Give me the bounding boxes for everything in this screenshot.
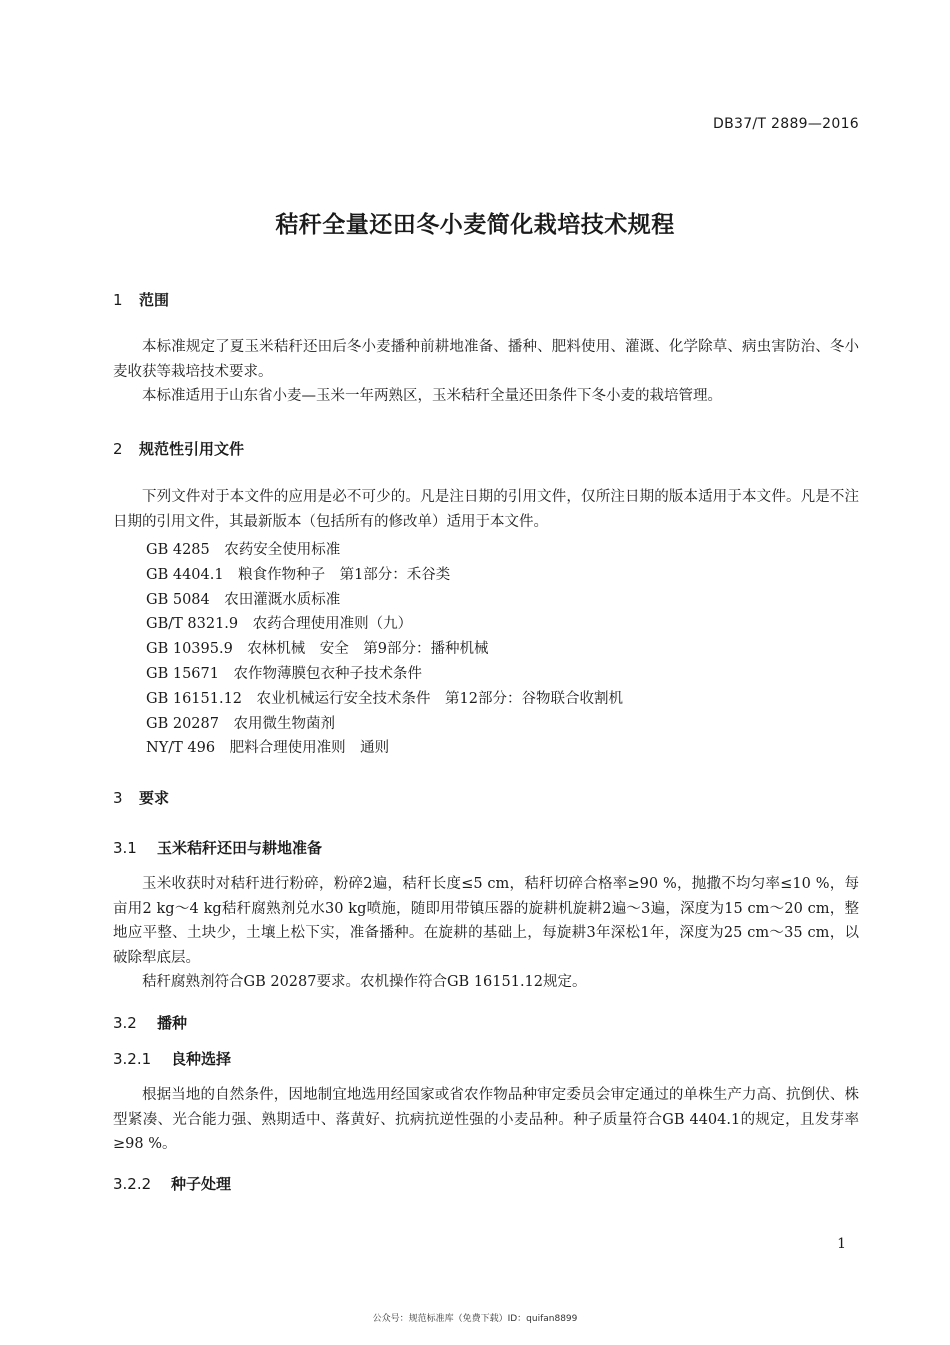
section-title: 播种 (157, 1014, 188, 1032)
footer-watermark-note: 公众号：规范标准库（免费下载）ID：quifan8899 (372, 1314, 578, 1324)
section-2-paragraph-1: 下列文件对于本文件的应用是必不可少的。凡是注日期的引用文件，仅所注日期的版本适用于本文件。凡是不注日期的引用文件，其最新版本（包括所有的修改单）适用于本文件。 (113, 489, 859, 530)
section-number: 3 (113, 789, 123, 807)
section-number: 3.1 (113, 839, 137, 857)
section-title: 规范性引用文件 (139, 440, 245, 458)
reference-item: GB 15671 农作物薄膜包衣种子技术条件 (146, 666, 422, 682)
section-3-2-2-heading (113, 1173, 231, 1194)
reference-item: GB/T 8321.9 农药合理使用准则（九） (146, 616, 413, 632)
section-3-1-heading (113, 837, 322, 858)
section-number: 3.2 (113, 1014, 137, 1032)
section-title: 种子处理 (171, 1175, 232, 1193)
reference-item: GB 16151.12 农业机械运行安全技术条件 第12部分：谷物联合收割机 (146, 691, 623, 707)
document-title: 秸秆全量还田冬小麦简化栽培技术规程 (275, 212, 675, 238)
standard-code: DB37/T 2889—2016 (713, 116, 859, 132)
section-3-2-heading (113, 1012, 187, 1033)
section-3-2-1-heading (113, 1048, 231, 1069)
section-number: 3.2.2 (113, 1175, 152, 1193)
section-title: 玉米秸秆还田与耕地准备 (157, 839, 323, 857)
section-3-1-paragraph-1: 玉米收获时对秸秆进行粉碎，粉碎2遍，秸秆长度≤5 cm，秸秆切碎合格率≥90 %，抛撒不均匀率≤10 %，每亩用2 kg～4 kg秸秆腐熟剂兑水30 kg喷施，随即用带镇压器的旋耕机旋耕2遍～3遍，深度为15 cm～20 cm，整地应平整、土块少，土壤上松下实，准备播种。在旋耕的基础上，每旋耕3年深松1年，深度为25 cm～35 cm，以破除犁底层。 (113, 876, 859, 966)
section-number: 1 (113, 291, 123, 309)
section-1-paragraph-1: 本标准规定了夏玉米秸秆还田后冬小麦播种前耕地准备、播种、肥料使用、灌溉、化学除草、病虫害防治、冬小麦收获等栽培技术要求。 (113, 339, 859, 380)
section-title: 要求 (139, 789, 170, 807)
reference-item: GB 20287 农用微生物菌剂 (146, 716, 335, 732)
reference-item: GB 4404.1 粮食作物种子 第1部分：禾谷类 (146, 567, 451, 583)
section-1-heading (113, 289, 169, 310)
section-3-1-paragraph-2: 秸秆腐熟剂符合GB 20287要求。农机操作符合GB 16151.12规定。 (142, 974, 587, 990)
section-3-2-1-paragraph-1: 根据当地的自然条件，因地制宜地选用经国家或省农作物品种审定委员会审定通过的单株生产力高、抗倒伏、株型紧凑、光合能力强、熟期适中、落黄好、抗病抗逆性强的小麦品种。种子质量符合GB 4404.1的规定，且发芽率≥98 %。 (113, 1087, 859, 1152)
section-number: 3.2.1 (113, 1050, 152, 1068)
reference-item: GB 4285 农药安全使用标准 (146, 542, 341, 558)
page-number: 1 (837, 1236, 846, 1252)
section-2-heading (113, 438, 244, 459)
section-title: 良种选择 (171, 1050, 232, 1068)
reference-item: GB 10395.9 农林机械 安全 第9部分：播种机械 (146, 641, 489, 657)
section-1-paragraph-2: 本标准适用于山东省小麦—玉米一年两熟区，玉米秸秆全量还田条件下冬小麦的栽培管理。 (142, 388, 722, 404)
section-3-heading (113, 787, 169, 808)
reference-item: GB 5084 农田灌溉水质标准 (146, 592, 341, 608)
reference-item: NY/T 496 肥料合理使用准则 通则 (146, 740, 390, 756)
section-title: 范围 (139, 291, 170, 309)
section-number: 2 (113, 440, 123, 458)
